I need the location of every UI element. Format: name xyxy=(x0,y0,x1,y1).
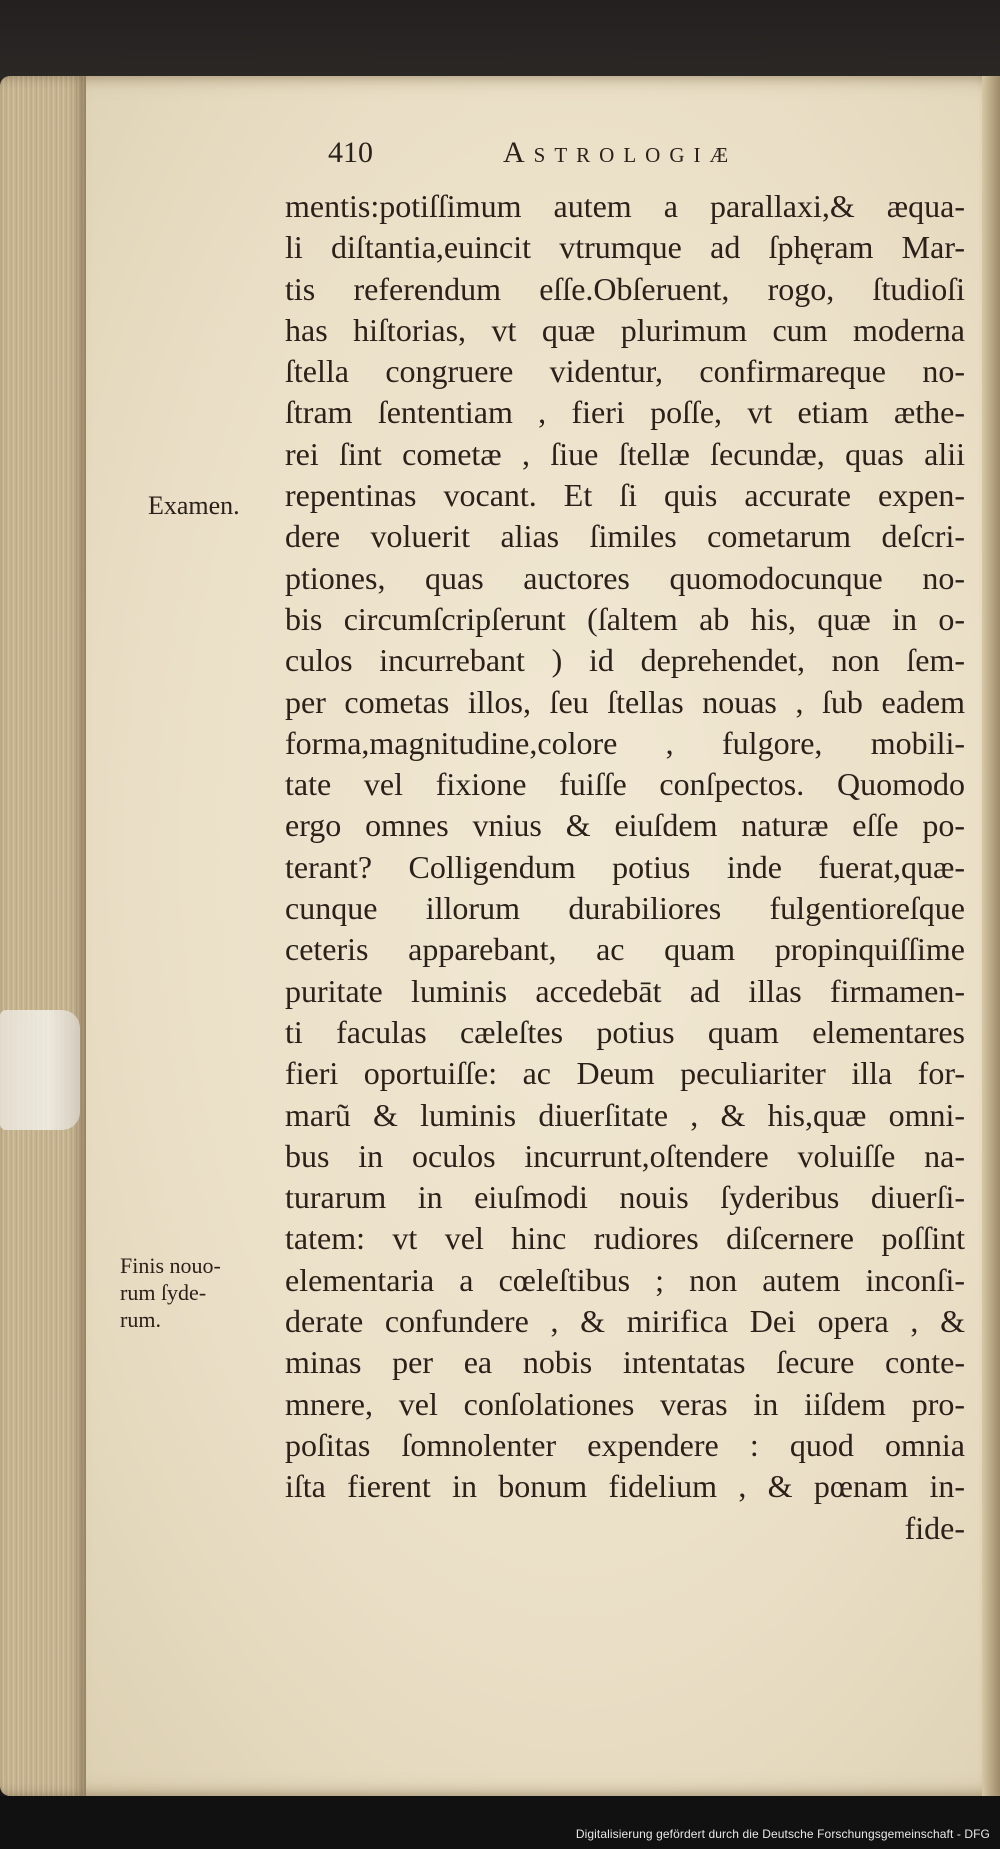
text-line: per cometas illos, ſeu ſtellas nouas , ſub eadem xyxy=(285,683,965,720)
page-number: 410 xyxy=(328,136,373,169)
running-head: Astrologiæ xyxy=(503,136,738,169)
text-line: tate vel fixione fuiſſe conſpectos. Quomodo xyxy=(285,766,965,803)
text-line: elementaria a cœleſtibus ; non autem inconſi- xyxy=(285,1261,965,1298)
page-header xyxy=(328,136,898,176)
margin-note-examen: Examen. xyxy=(148,491,240,520)
margin-note-line: rum. xyxy=(120,1307,161,1332)
text-line: has hiſtorias, vt quæ plurimum cum moderna xyxy=(285,311,965,348)
page-clip xyxy=(0,1010,80,1130)
text-line: tis referendum eſſe.Obſeruent, rogo, ſtudioſi xyxy=(285,270,965,307)
text-line: tatem: vt vel hinc rudiores diſcernere poſſint xyxy=(285,1220,965,1257)
footer-band xyxy=(0,1796,1000,1849)
top-dark-band xyxy=(0,0,1000,86)
catchword: fide- xyxy=(904,1509,965,1546)
text-line: iſta fierent in bonum fidelium , & pœnam in- xyxy=(285,1468,965,1505)
text-line: ſtram ſententiam , fieri poſſe, vt etiam æthe- xyxy=(285,394,965,431)
text-line: dere voluerit alias ſimiles cometarum deſcri- xyxy=(285,518,965,555)
body-text xyxy=(285,186,965,1549)
text-line: bis circumſcripſerunt (ſaltem ab his, quæ in o- xyxy=(285,600,965,637)
text-line: ti faculas cæleſtes potius quam elementares xyxy=(285,1013,965,1050)
dfg-credit: Digitalisierung gefördert durch die Deutsche Forschungsgemeinschaft - DFG xyxy=(575,1827,990,1841)
margin-note-line: Finis nouo- xyxy=(120,1253,221,1278)
text-line: terant? Colligendum potius inde fuerat,quæ- xyxy=(285,848,965,885)
text-line: derate confundere , & mirifica Dei opera , & xyxy=(285,1303,965,1340)
margin-note-line: rum ſyde- xyxy=(120,1280,207,1305)
text-line: minas per ea nobis intentatas ſecure conte- xyxy=(285,1344,965,1381)
text-line: rei ſint cometæ , ſiue ſtellæ ſecundæ, quas alii xyxy=(285,435,965,472)
text-line: marũ & luminis diuerſitate , & his,quæ omni- xyxy=(285,1096,965,1133)
text-line: mnere, vel conſolationes veras in iiſdem pro- xyxy=(285,1385,965,1422)
text-line: turarum in eiuſmodi nouis ſyderibus diuerſi- xyxy=(285,1179,965,1216)
text-line: forma,magnitudine,colore , fulgore, mobili- xyxy=(285,724,965,761)
text-line: puritate luminis accedebāt ad illas firmamen- xyxy=(285,972,965,1009)
page-fore-edge xyxy=(0,76,86,1796)
text-line: culos incurrebant ) id deprehendet, non ſem- xyxy=(285,642,965,679)
margin-note-finis xyxy=(120,1252,221,1333)
text-line: li diſtantia,euincit vtrumque ad ſphęram Mar- xyxy=(285,229,965,266)
text-line: cunque illorum durabiliores fulgentioreſque xyxy=(285,890,965,927)
text-line: fieri oportuiſſe: ac Deum peculiariter illa for- xyxy=(285,1055,965,1092)
right-page-edge xyxy=(982,76,1000,1796)
text-line: ergo omnes vnius & eiuſdem naturæ eſſe po- xyxy=(285,807,965,844)
text-line: mentis:potiſſimum autem a parallaxi,& æqua- xyxy=(285,188,965,224)
text-line: repentinas vocant. Et ſi quis accurate expen- xyxy=(285,477,965,514)
text-line: ptiones, quas auctores quomodocunque no- xyxy=(285,559,965,596)
text-line: bus in oculos incurrunt,oſtendere voluiſſe na- xyxy=(285,1137,965,1174)
text-line: ceteris apparebant, ac quam propinquiſſime xyxy=(285,931,965,968)
text-line: poſitas ſomnolenter expendere : quod omnia xyxy=(285,1426,965,1463)
text-line: ſtella congruere videntur, confirmareque no- xyxy=(285,353,965,390)
